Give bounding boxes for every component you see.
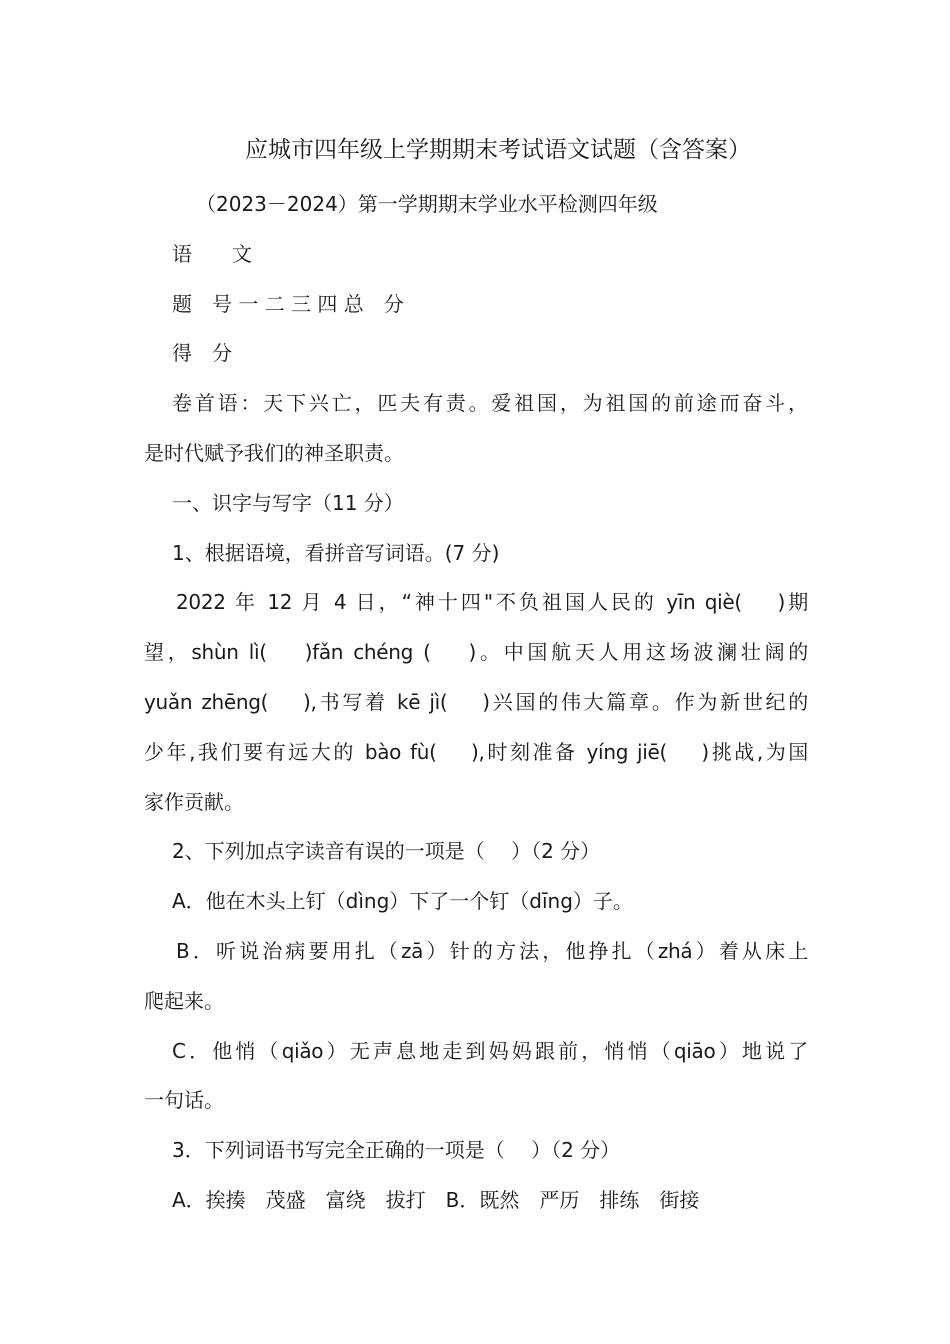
question-1-heading: 1、根据语境，看拼音写词语。(7 分) (172, 540, 500, 565)
epigraph-line-2: 是时代赋予我们的神圣职责。 (144, 440, 404, 465)
question-3-options: A．挨揍 茂盛 富绕 拔打 B．既然 严历 排练 街接 (172, 1187, 700, 1212)
document-subtitle: （2023－2024）第一学期期末学业水平检测四年级 (196, 192, 658, 216)
score-table-row: 得 分 (172, 341, 232, 366)
section-heading-1: 一、识字与写字（11 分） (172, 490, 404, 515)
question-2-option-c-line-1: C．他悄（qiǎo）无声息地走到妈妈跟前，悄悄（qiāo）地说了 (172, 1038, 808, 1063)
question-2-option-c-line-2: 一句话。 (144, 1088, 224, 1113)
question-2-heading: 2、下列加点字读音有误的一项是（ ）（2 分） (172, 839, 601, 864)
epigraph-line-1: 卷首语：天下兴亡，匹夫有责。爱祖国，为祖国的前途而奋斗， (172, 391, 808, 416)
subject-label: 语 文 (172, 241, 252, 266)
question-1-text-line-2: 望，shùn lì( )fǎn chéng ( )。中国航天人用这场波澜壮阔的 (144, 640, 808, 665)
question-2-option-b-line-2: 爬起来。 (144, 988, 224, 1013)
document-body (144, 180, 808, 1226)
question-3-heading: 3．下列词语书写完全正确的一项是（ ）（2 分） (172, 1138, 621, 1163)
question-1-text-line-5: 家作贡献。 (144, 789, 244, 814)
question-1-text-line-3: yuǎn zhēng( ),书写着 kē jì( )兴国的伟大篇章。作为新世纪的 (144, 689, 808, 714)
score-table-header: 题 号 一 二 三 四 总 分 (172, 291, 404, 316)
question-1-text-line-1: 2022 年 12 月 4 日，“神十四"不负祖国人民的 yīn qiè( )期 (176, 590, 808, 615)
question-2-option-a: A．他在木头上钉（dìng）下了一个钉（dīng）子。 (172, 889, 633, 914)
question-2-option-b-line-1: B．听说治病要用扎（zā）针的方法，他挣扎（zhá）着从床上 (176, 938, 808, 963)
document-title: 应城市四年级上学期期末考试语文试题（含答案） (245, 137, 751, 163)
question-1-text-line-4: 少年,我们要有远大的 bào fù( ),时刻准备 yíng jiē( )挑战,为国 (144, 739, 808, 764)
